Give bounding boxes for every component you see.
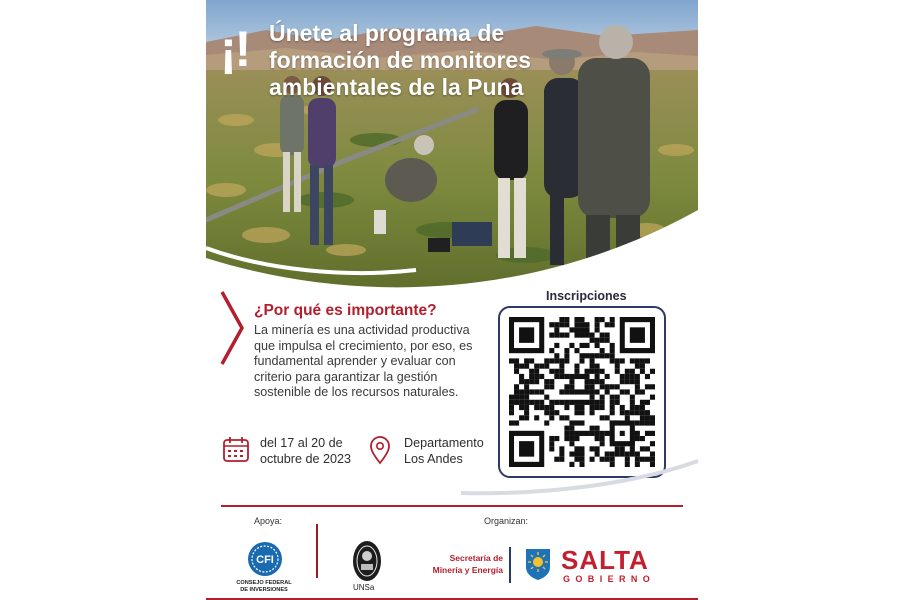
footer-separator bbox=[316, 524, 318, 578]
registration-label: Inscripciones bbox=[546, 289, 627, 303]
footer-divider bbox=[221, 505, 683, 507]
cfi-logo bbox=[246, 540, 284, 578]
calendar-icon bbox=[222, 436, 250, 463]
chevron-right-icon bbox=[220, 290, 250, 370]
cfi-logo-text: CFI bbox=[256, 554, 274, 566]
event-date bbox=[260, 435, 351, 467]
decorative-swoosh bbox=[461, 455, 698, 500]
registration-qr-code[interactable] bbox=[498, 306, 666, 478]
salta-sun-shield-icon bbox=[524, 547, 552, 581]
secretaria-line1: Secretaría de bbox=[449, 553, 503, 563]
event-place-line1: Departamento bbox=[404, 436, 484, 450]
poster bbox=[206, 0, 698, 600]
unsa-emblem bbox=[352, 540, 382, 582]
event-date-line2: octubre de 2023 bbox=[260, 452, 352, 466]
cfi-name-line1: CONSEJO FEDERAL bbox=[236, 580, 292, 586]
organizers-separator bbox=[509, 547, 511, 583]
qr-code-icon bbox=[509, 317, 655, 467]
organizers-label: Organizan: bbox=[484, 516, 529, 526]
gobierno-logotype: GOBIERNO bbox=[563, 574, 656, 584]
event-date-line1: del 17 al 20 de bbox=[260, 436, 343, 450]
cfi-name-line2: DE INVERSIONES bbox=[240, 587, 288, 593]
headline-title: Únete al programa de formación de monitores ambientales de la Puna bbox=[269, 20, 531, 100]
salta-logotype: SALTA bbox=[561, 545, 649, 575]
secretaria-line2: Minería y Energía bbox=[432, 565, 503, 575]
importance-title: ¿Por qué es importante? bbox=[254, 302, 437, 319]
secretaria-name bbox=[419, 552, 503, 576]
cfi-name bbox=[234, 580, 294, 594]
event-place-line2: Los Andes bbox=[404, 452, 463, 466]
unsa-name: UNSa bbox=[353, 583, 375, 592]
location-pin-icon bbox=[369, 435, 391, 465]
supports-label: Apoya: bbox=[254, 516, 283, 526]
exclamation-mark: ¡! bbox=[220, 21, 250, 77]
importance-body: La minería es una actividad productiva que impulsa el crecimiento, por eso, es fundamental aprender y evaluar con criterio para garantizar la gestión sostenible de los recursos naturales. bbox=[254, 323, 473, 400]
